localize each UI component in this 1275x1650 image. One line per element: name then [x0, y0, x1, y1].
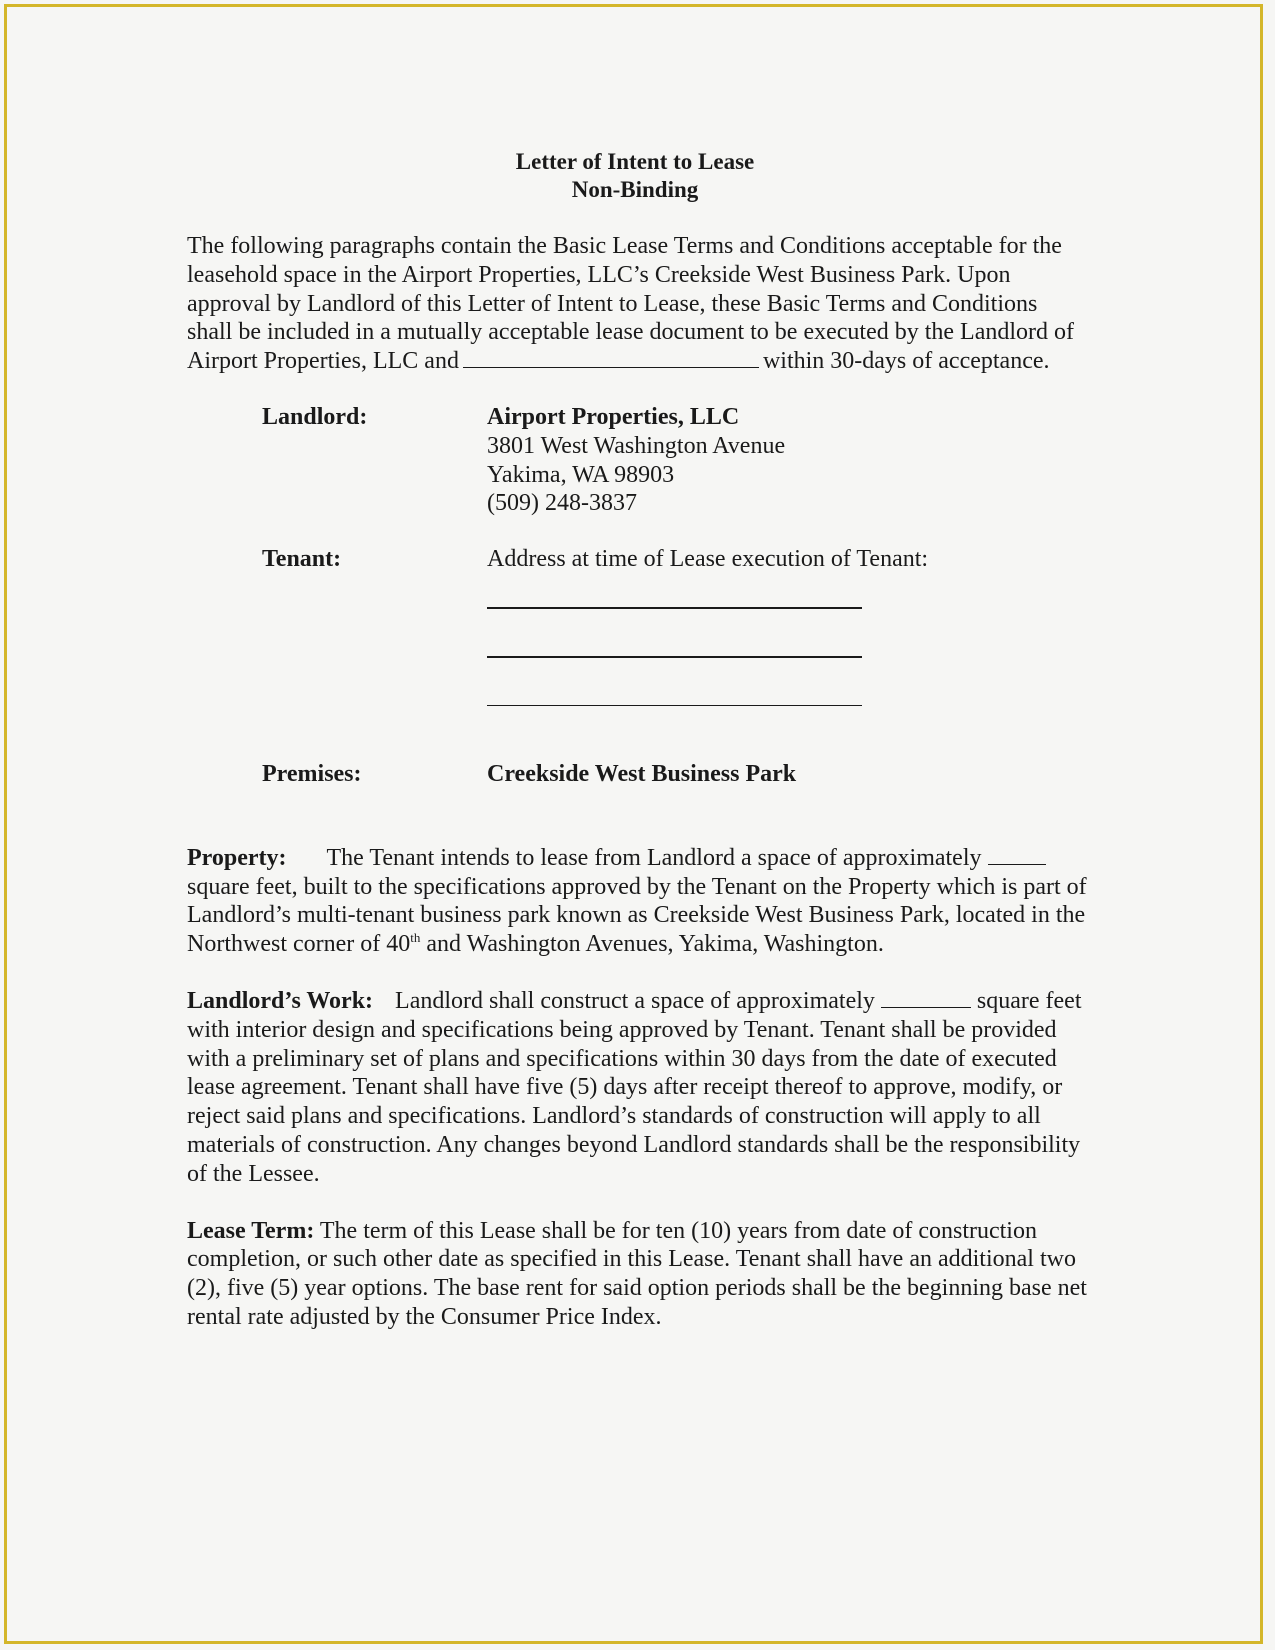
- tenant-address-line-3: [487, 658, 862, 706]
- property-text-3: and Washington Avenues, Yakima, Washington.: [426, 931, 884, 958]
- premises-value: Creekside West Business Park: [487, 760, 797, 787]
- lease-term-section: [187, 1217, 1087, 1332]
- landlord-label: Landlord:: [262, 403, 368, 430]
- property-text-1: The Tenant intends to lease from Landlord a space of approximately: [326, 844, 982, 871]
- intro-text-2: within 30-days of acceptance.: [762, 348, 1050, 375]
- tenant-address-prompt: Address at time of Lease execution of Tenant:: [487, 546, 929, 573]
- document-title: [187, 148, 1087, 204]
- property-text-2: square feet, built to the specifications approved by the Tenant on the Property which is part of Landlord’s multi-tenant business park known as Creekside West Business Park, located in the Northwest corner of 40: [187, 873, 1087, 958]
- lease-term-text: The term of this Lease shall be for ten (10) years from date of construction completion, or such other date as specified in this Lease. Tenant shall have an additional two (2), five (5) year options. The base rent for said option periods shall be the beginning base net rental rate adjusted by the Consumer Price Index.: [187, 1217, 1087, 1330]
- title-line-1: Letter of Intent to Lease: [515, 149, 755, 174]
- document-page: [187, 148, 1087, 1332]
- lease-term-heading: Lease Term:: [187, 1217, 315, 1244]
- title-line-2: Non-Binding: [571, 177, 699, 202]
- property-sqft-blank: [988, 844, 1046, 865]
- tenant-name-blank: [463, 347, 759, 368]
- landlords-work-section: [187, 987, 1087, 1189]
- property-section: [187, 844, 1087, 959]
- landlords-work-sqft-blank: [881, 987, 971, 1008]
- landlord-block: [262, 403, 1087, 518]
- premises-label: Premises:: [262, 760, 362, 787]
- landlord-details: [487, 403, 1087, 518]
- tenant-block: [262, 545, 1087, 706]
- tenant-address-line-1: [487, 574, 862, 609]
- property-heading: Property:: [187, 844, 287, 871]
- property-superscript: th: [410, 930, 421, 946]
- landlord-address-2: Yakima, WA 98903: [487, 461, 675, 488]
- tenant-label: Tenant:: [262, 546, 342, 573]
- landlords-work-text-2: square feet with interior design and specifications being approved by Tenant. Tenant shall be provided with a preliminary set of plans and specifications within 30 days from the date of executed lease agreement. Tenant shall have five (5) days after receipt thereof to approve, modify, or reject said plans and specifications. Landlord’s standards of construction will apply to all materials of construction. Any changes beyond Landlord standards shall be the responsibility of the Lessee.: [187, 987, 1082, 1187]
- landlords-work-heading: Landlord’s Work:: [187, 987, 374, 1014]
- tenant-address-line-2: [487, 609, 862, 658]
- premises-block: [262, 760, 1087, 789]
- landlord-phone: (509) 248-3837: [487, 490, 637, 517]
- landlord-name: Airport Properties, LLC: [487, 403, 740, 430]
- tenant-details: [487, 545, 1087, 706]
- landlord-address-1: 3801 West Washington Avenue: [487, 432, 786, 459]
- landlords-work-text-1: Landlord shall construct a space of approximately: [395, 987, 875, 1014]
- intro-paragraph: [187, 232, 1087, 376]
- intro-text-1: The following paragraphs contain the Basic Lease Terms and Conditions acceptable for the leasehold space in the Airport Properties, LLC’s Creekside West Business Park. Upon approval by Landlord of this Letter of Intent to Lease, these Basic Terms and Conditions shall be included in a mutually acceptable lease document to be executed by the Landlord of Airport Properties, LLC and: [187, 233, 1075, 375]
